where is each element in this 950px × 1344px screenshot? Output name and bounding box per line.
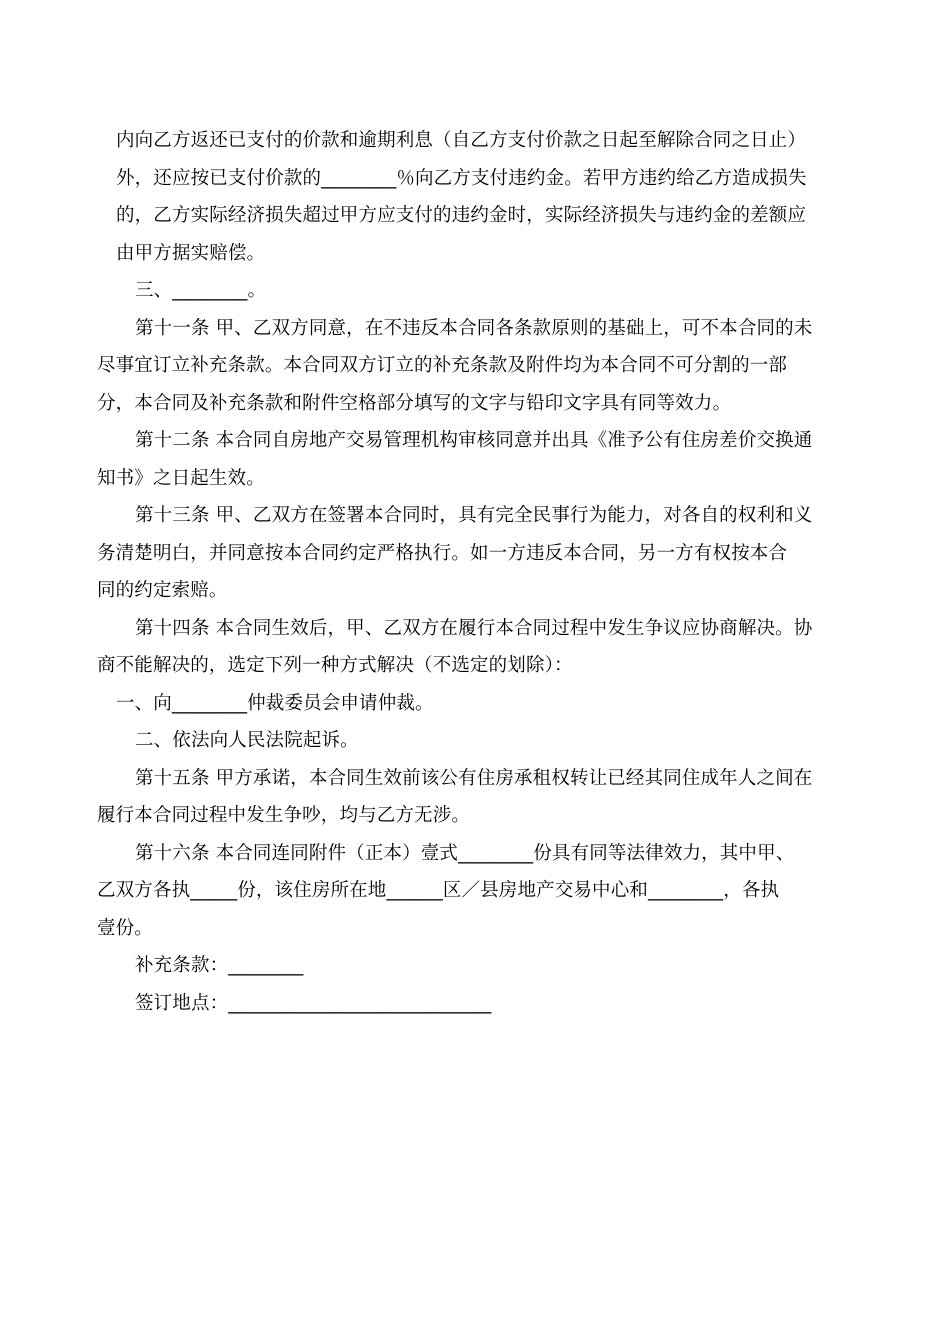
text-line: 务清楚明白，并同意按本合同约定严格执行。如一方违反本合同，另一方有权按本合 bbox=[97, 542, 788, 564]
text-line: 乙双方各执_____份，该住房所在地______区／县房地产交易中心和________，各执 bbox=[97, 880, 780, 901]
option-court bbox=[116, 722, 838, 760]
text-line: 第十一条 甲、乙双方同意，在不违反本合同各条款原则的基础上，可不本合同的未 bbox=[135, 317, 813, 339]
supplementary-terms bbox=[116, 947, 838, 985]
article-12 bbox=[97, 422, 838, 497]
text-line: 知书》之日起生效。 bbox=[97, 467, 265, 489]
option-arbitration bbox=[116, 685, 838, 723]
text-line: 补充条款：________ bbox=[135, 955, 304, 976]
paragraph-breach-penalty bbox=[116, 122, 838, 272]
text-line: 第十四条 本合同生效后，甲、乙双方在履行本合同过程中发生争议应协商解决。协 bbox=[135, 617, 813, 639]
text-line: 二、依法向人民法院起诉。 bbox=[135, 730, 359, 751]
text-line: 履行本合同过程中发生争吵，均与乙方无涉。 bbox=[97, 805, 471, 826]
article-14 bbox=[97, 610, 838, 685]
text-line: 商不能解决的，选定下列一种方式解决（不选定的划除）： bbox=[97, 655, 573, 676]
article-11 bbox=[97, 310, 838, 423]
text-line: 分，本合同及补充条款和附件空格部分填写的文字与铅印文字具有同等效力。 bbox=[97, 392, 732, 414]
text-line: 一、向________仲裁委员会申请仲裁。 bbox=[116, 692, 434, 714]
text-line: 由甲方据实赔偿。 bbox=[116, 242, 266, 264]
article-15 bbox=[97, 760, 838, 835]
signing-location bbox=[116, 985, 838, 1023]
text-line: 外，还应按已支付价款的________％向乙方支付违约金。若甲方违约给乙方造成损失 bbox=[116, 167, 807, 189]
paragraph-item-three bbox=[116, 272, 838, 310]
article-13 bbox=[97, 497, 838, 610]
text-line: 的，乙方实际经济损失超过甲方应支付的违约金时，实际经济损失与违约金的差额应 bbox=[116, 205, 807, 226]
text-line: 尽事宜订立补充条款。本合同双方订立的补充条款及附件均为本合同不可分割的一部 bbox=[97, 355, 788, 376]
text-line: 三、________。 bbox=[135, 280, 267, 301]
text-line: 第十二条 本合同自房地产交易管理机构审核同意并出具《准予公有住房差价交换通 bbox=[135, 430, 813, 451]
text-line: 第十五条 甲方承诺，本合同生效前该公有住房承租权转让已经其同住成年人之间在 bbox=[135, 767, 813, 789]
text-line: 签订地点：____________________________ bbox=[135, 992, 492, 1014]
text-line: 第十六条 本合同连同附件（正本）壹式________份具有同等法律效力，其中甲、 bbox=[135, 842, 795, 864]
text-line: 第十三条 甲、乙双方在签署本合同时，具有完全民事行为能力，对各自的权利和义 bbox=[135, 505, 813, 526]
text-line: 壹份。 bbox=[97, 917, 153, 939]
article-16 bbox=[97, 835, 838, 948]
text-line: 同的约定索赔。 bbox=[97, 580, 228, 601]
text-line: 内向乙方返还已支付的价款和逾期利息（自乙方支付价款之日起至解除合同之日止） bbox=[116, 130, 807, 151]
contract-body bbox=[97, 122, 838, 1022]
